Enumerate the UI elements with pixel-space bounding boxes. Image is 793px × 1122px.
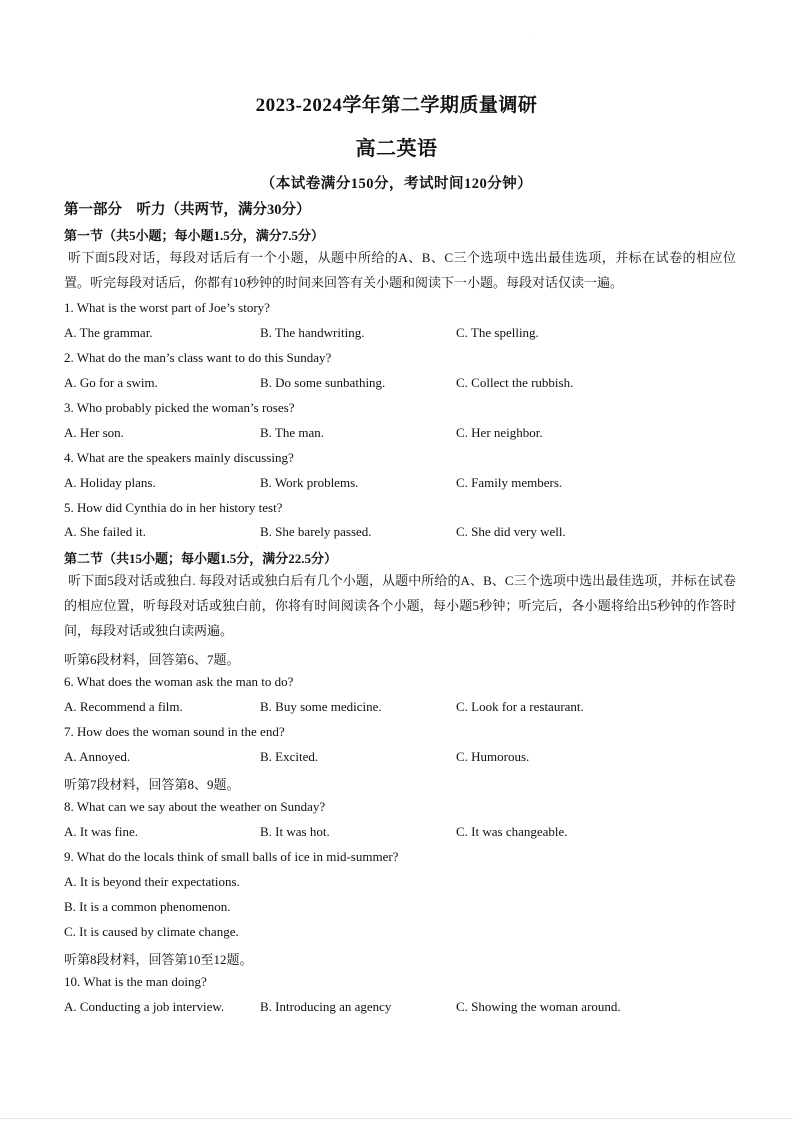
option-9a: A. It is beyond their expectations. bbox=[64, 874, 240, 889]
question-9: 9. What do the locals think of small balls of ice in mid-summer? bbox=[64, 849, 399, 864]
scan-dot: · bbox=[530, 30, 532, 36]
question-10: 10. What is the man doing? bbox=[64, 974, 207, 989]
exam-subject: 高二英语 bbox=[355, 138, 438, 160]
option-6a: A. Recommend a film. bbox=[64, 699, 183, 714]
section1-heading: 第一节（共5小题；每小题1.5分，满分7.5分） bbox=[64, 228, 325, 243]
option-3b: B. The man. bbox=[260, 425, 325, 440]
option-3a: A. Her son. bbox=[64, 425, 124, 440]
exam-note: （本试卷满分150分，考试时间120分钟） bbox=[260, 176, 533, 192]
option-8a: A. It was fine. bbox=[64, 824, 139, 839]
option-4a: A. Holiday plans. bbox=[64, 475, 156, 490]
exam-title: 2023-2024学年第二学期质量调研 bbox=[255, 95, 538, 116]
option-8c: C. It was changeable. bbox=[456, 824, 568, 839]
option-5c: C. She did very well. bbox=[456, 524, 566, 539]
option-1b: B. The handwriting. bbox=[260, 325, 365, 340]
option-10b: B. Introducing an agency bbox=[260, 999, 392, 1014]
material-8: 听第8段材料，回答第10至12题。 bbox=[64, 952, 253, 967]
option-7c: C. Humorous. bbox=[456, 749, 530, 764]
question-5: 5. How did Cynthia do in her history test? bbox=[64, 500, 283, 515]
question-2: 2. What do the man’s class want to do this Sunday? bbox=[64, 350, 332, 365]
section2-instructions: 听下面5段对话或独白. 每段对话或独白后有几个小题，从题中所给的A、B、C三个选项中选出最佳选项，并标在试卷的相应位置，听每段对话或独白前，你将有时间阅读各个小题，每小题5秒钟；听完后，各小题将给出5秒钟的作答时间，每段对话或独白读两遍。 bbox=[64, 573, 736, 638]
option-7b: B. Excited. bbox=[260, 749, 319, 764]
option-10a: A. Conducting a job interview. bbox=[64, 999, 225, 1014]
option-4b: B. Work problems. bbox=[260, 475, 359, 490]
option-3c: C. Her neighbor. bbox=[456, 425, 543, 440]
option-10c: C. Showing the woman around. bbox=[456, 999, 621, 1014]
option-2a: A. Go for a swim. bbox=[64, 375, 158, 390]
option-5b: B. She barely passed. bbox=[260, 524, 372, 539]
section2-heading: 第二节（共15小题；每小题1.5分，满分22.5分） bbox=[64, 551, 338, 566]
option-9b: B. It is a common phenomenon. bbox=[64, 899, 231, 914]
option-2c: C. Collect the rubbish. bbox=[456, 375, 574, 390]
material-6: 听第6段材料，回答第6、7题。 bbox=[64, 652, 240, 667]
option-1a: A. The grammar. bbox=[64, 325, 153, 340]
question-4: 4. What are the speakers mainly discussing? bbox=[64, 450, 294, 465]
option-9c: C. It is caused by climate change. bbox=[64, 924, 239, 939]
option-8b: B. It was hot. bbox=[260, 824, 330, 839]
option-7a: A. Annoyed. bbox=[64, 749, 131, 764]
question-1: 1. What is the worst part of Joe’s story? bbox=[64, 300, 270, 315]
part1-heading: 第一部分 听力（共两节，满分30分） bbox=[64, 202, 311, 218]
option-2b: B. Do some sunbathing. bbox=[260, 375, 386, 390]
option-6b: B. Buy some medicine. bbox=[260, 699, 382, 714]
option-1c: C. The spelling. bbox=[456, 325, 539, 340]
option-4c: C. Family members. bbox=[456, 475, 563, 490]
question-7: 7. How does the woman sound in the end? bbox=[64, 724, 285, 739]
option-6c: C. Look for a restaurant. bbox=[456, 699, 584, 714]
material-7: 听第7段材料，回答第8、9题。 bbox=[64, 777, 240, 792]
question-8: 8. What can we say about the weather on Sunday? bbox=[64, 799, 326, 814]
question-3: 3. Who probably picked the woman’s roses? bbox=[64, 400, 295, 415]
section1-instructions: 听下面5段对话，每段对话后有一个小题，从题中所给的A、B、C三个选项中选出最佳选项，并标在试卷的相应位置。听完每段对话后，你都有10秒钟的时间来回答有关小题和阅读下一小题。每段对话仅读一遍。 bbox=[64, 250, 736, 290]
page-bottom-rule bbox=[0, 1118, 793, 1119]
option-5a: A. She failed it. bbox=[64, 524, 146, 539]
question-6: 6. What does the woman ask the man to do? bbox=[64, 674, 294, 689]
